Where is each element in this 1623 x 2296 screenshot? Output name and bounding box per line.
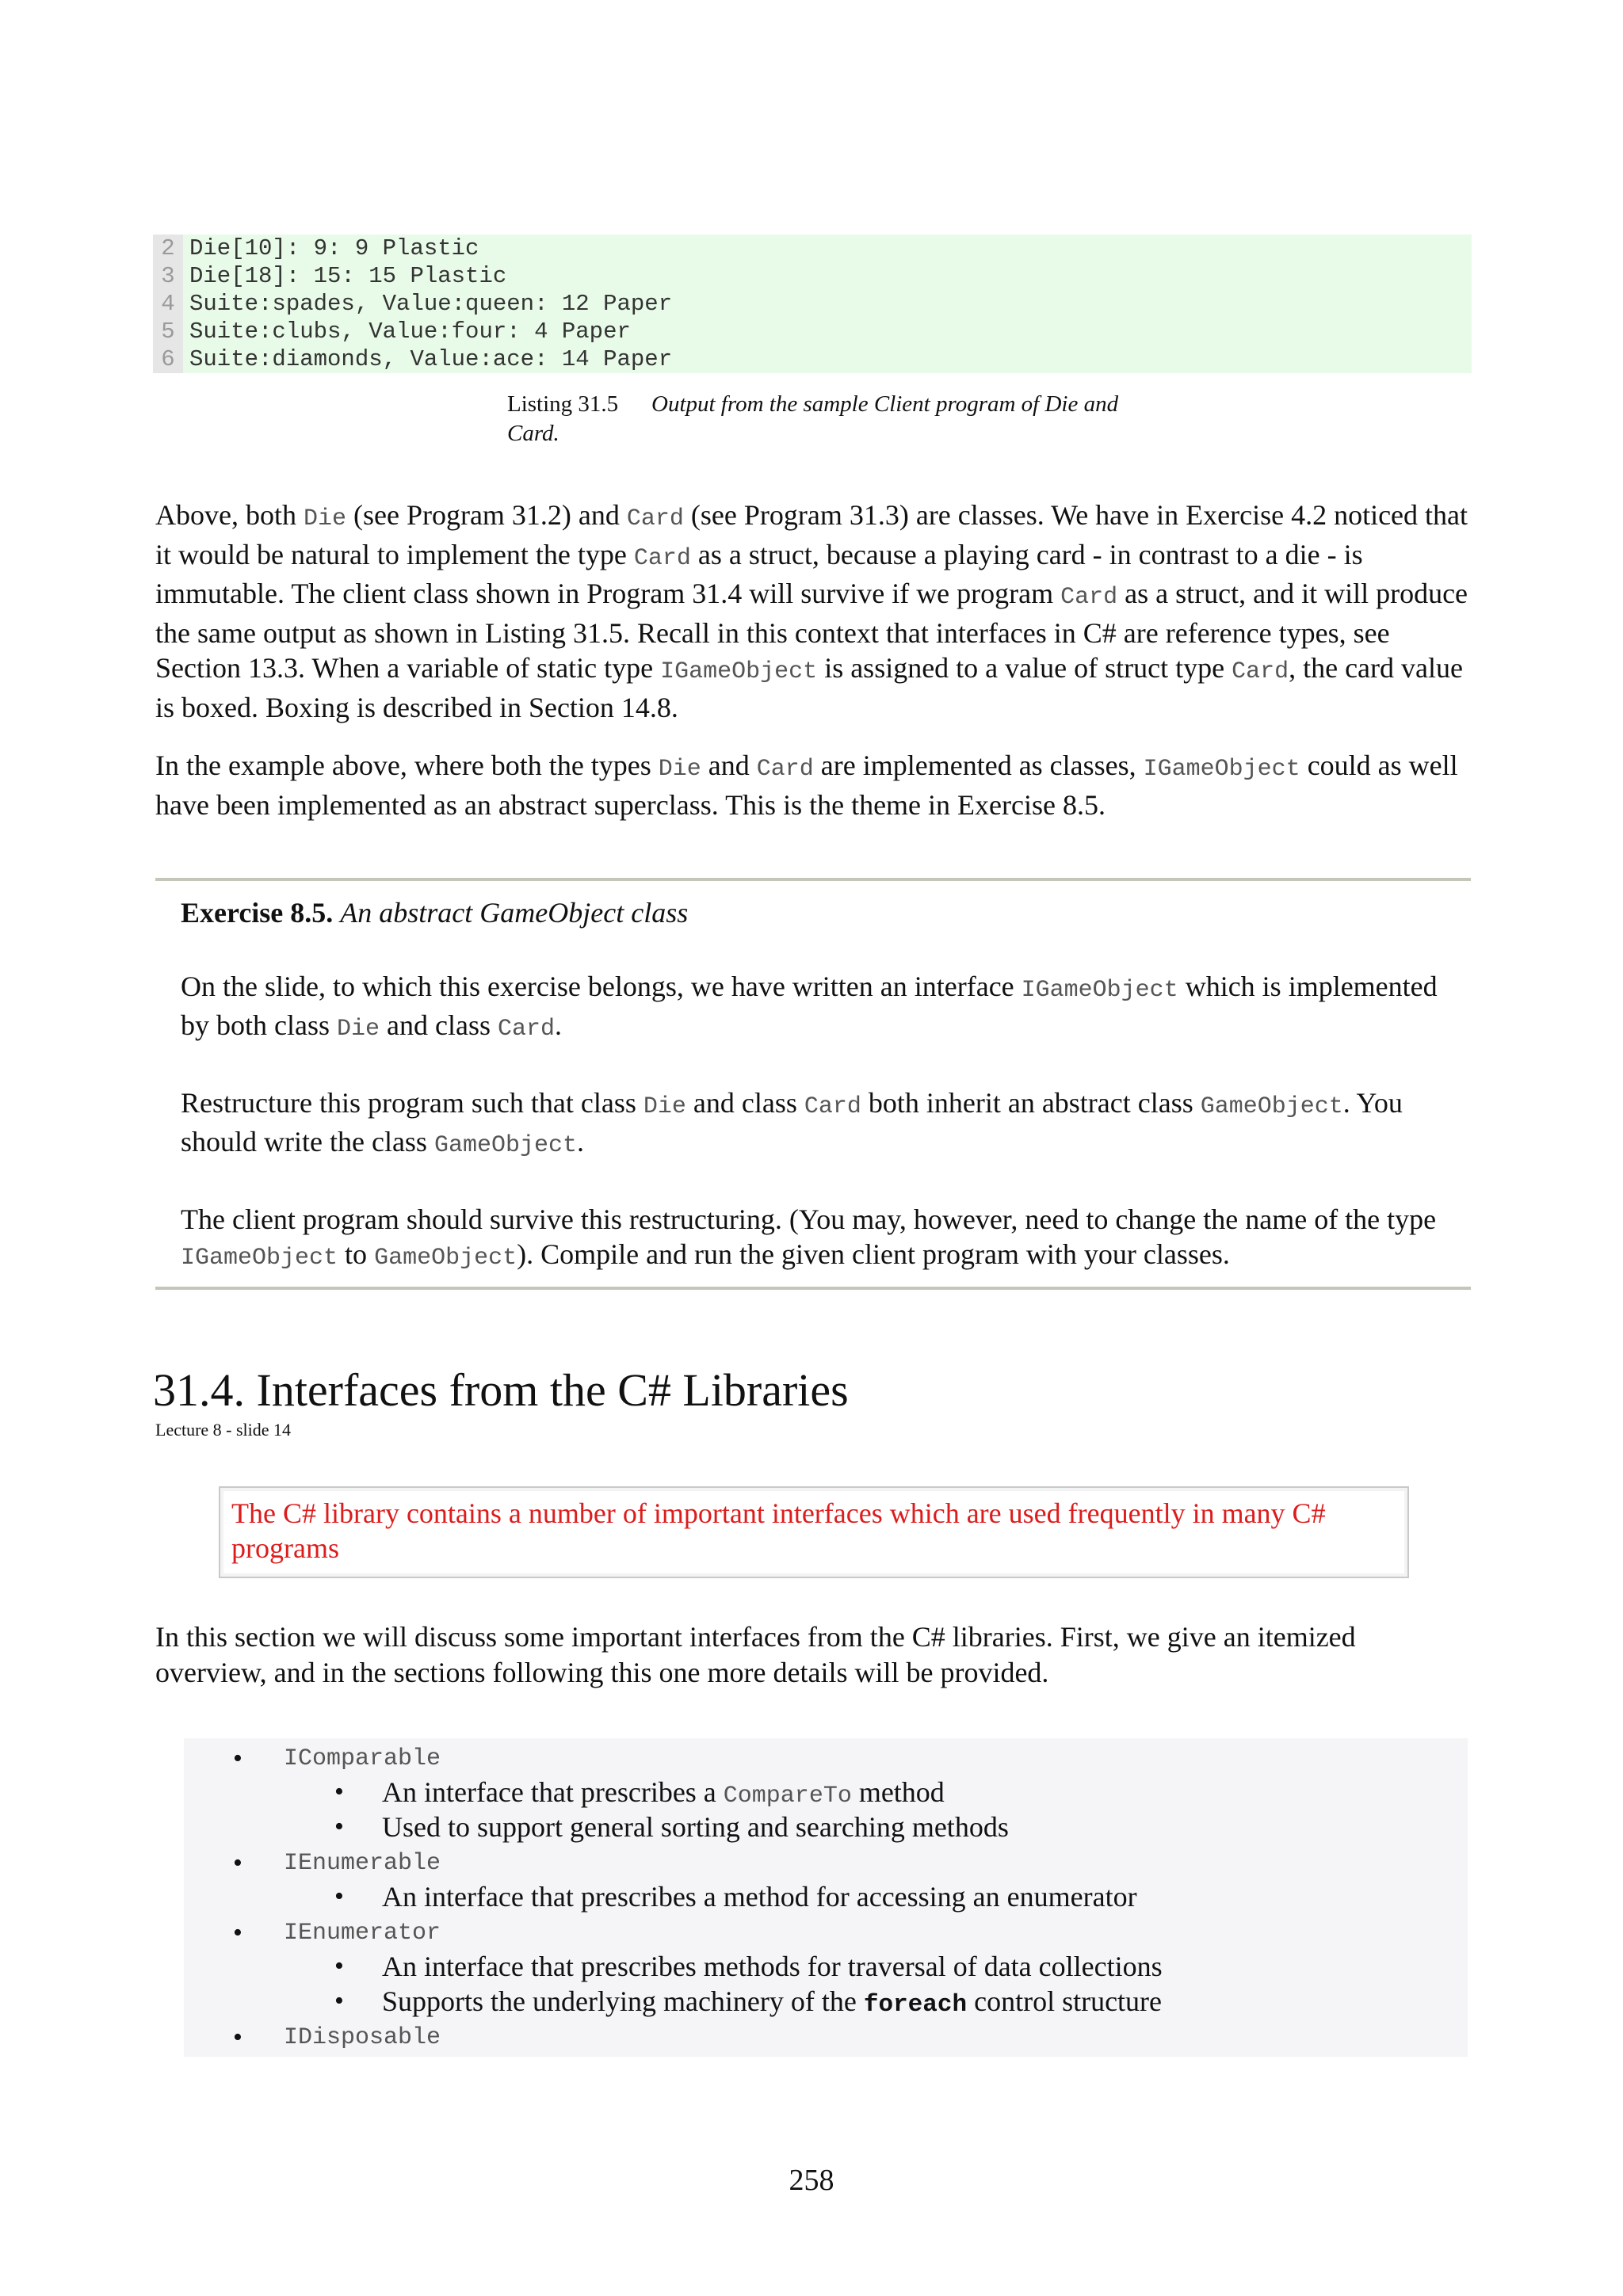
inline-code: Card	[633, 544, 691, 572]
text-run: Supports the underlying machinery of the	[382, 1985, 864, 2017]
bullet-icon: •	[334, 1951, 344, 1981]
line-text: Suite:clubs, Value:four: 4 Paper	[189, 318, 631, 345]
inline-code: Card	[756, 756, 814, 783]
text-run: method	[851, 1776, 945, 1808]
item-text	[382, 1775, 945, 1814]
inline-code: Card	[626, 505, 684, 532]
text-run: The client program should survive this restructuring. (You may, however, need to change the name of the type	[181, 1203, 1437, 1235]
text-run: which is implemented by both class	[181, 970, 1438, 1041]
text-run: An interface that prescribes a	[382, 1776, 724, 1808]
inline-code: Card	[1060, 584, 1118, 611]
exercise-title: An abstract GameObject class	[340, 897, 689, 929]
bullet-icon: •	[233, 1848, 242, 1878]
output-listing	[153, 235, 1472, 373]
bullet-icon: •	[334, 1812, 344, 1841]
inline-code: Die	[336, 1016, 380, 1043]
text-run: (see Program 31.2) and	[346, 499, 627, 531]
inline-code: Card	[1232, 658, 1289, 685]
item-text	[382, 1984, 1162, 2023]
text-run: as a struct, because a playing card - in contrast to a die - is immutable. The client class shown in Program 31.4 will survive if we program	[155, 538, 1363, 609]
bullet-icon: •	[233, 1918, 242, 1947]
inline-code: Die	[658, 756, 701, 783]
exercise-top-rule	[155, 878, 1471, 881]
exercise-bottom-rule	[155, 1287, 1471, 1290]
text-run: control structure	[967, 1985, 1163, 2017]
caption-title: Output from the sample Client program of Die and Card.	[507, 391, 1119, 446]
line-text: Die[18]: 15: 15 Plastic	[189, 263, 507, 289]
listing-line	[153, 262, 1472, 290]
bullet-icon: •	[334, 1777, 344, 1806]
body-paragraph	[155, 748, 1471, 822]
exercise-heading	[181, 895, 1472, 931]
listing-caption	[507, 390, 1157, 448]
body-paragraph	[155, 498, 1471, 725]
inline-code: IGameObject	[1143, 756, 1300, 783]
inline-code: CompareTo	[723, 1783, 852, 1810]
exercise-box	[181, 895, 1472, 1276]
page-number: 258	[789, 2164, 834, 2197]
text-run: .	[576, 1126, 584, 1158]
item-text: An interface that prescribes methods for traversal of data collections	[382, 1951, 1163, 1982]
text-run: On the slide, to which this exercise belongs, we have written an interface	[181, 970, 1022, 1002]
slide-reference: Lecture 8 - slide 14	[155, 1420, 292, 1440]
callout-text: The C# library contains a number of important interfaces which are used frequently in many C# programs	[231, 1497, 1326, 1564]
listing-line	[153, 235, 1472, 262]
inline-code: GameObject	[374, 1245, 517, 1272]
listing-line	[153, 345, 1472, 373]
text-run: Restructure this program such that class	[181, 1086, 643, 1119]
exercise-paragraph	[181, 1202, 1472, 1276]
line-text: Suite:diamonds, Value:ace: 14 Paper	[189, 346, 673, 372]
item-text: An interface that prescribes a method for accessing an enumerator	[382, 1881, 1137, 1913]
section-heading: 31.4. Interfaces from the C# Libraries	[153, 1364, 849, 1416]
bullet-icon: •	[334, 1882, 344, 1911]
text-run: ). Compile and run the given client program with your classes.	[517, 1238, 1230, 1270]
text-run: In the example above, where both the types	[155, 749, 659, 781]
bullet-icon: •	[233, 1744, 242, 1773]
callout-box	[219, 1486, 1409, 1578]
inline-code: IGameObject	[181, 1245, 338, 1272]
line-number: 5	[153, 318, 183, 345]
inline-code: IGameObject	[1021, 976, 1178, 1004]
bullet-icon: •	[233, 2023, 242, 2052]
inline-code: Card	[804, 1093, 861, 1120]
text-run: .	[554, 1009, 562, 1041]
line-number: 4	[153, 290, 183, 318]
text-run: is assigned to a value of struct type	[817, 652, 1232, 684]
exercise-label: Exercise 8.5.	[181, 897, 334, 929]
bullet-icon: •	[334, 1986, 344, 2016]
text-run: both inherit an abstract class	[861, 1086, 1201, 1119]
intro-paragraph: In this section we will discuss some important interfaces from the C# libraries. First, we give an itemized overview, and in the sections following this one more details will be provided.	[155, 1621, 1356, 1688]
text-run: . You should write the class	[181, 1086, 1403, 1158]
interface-name: IDisposable	[284, 2024, 441, 2051]
interface-overview-list	[184, 1738, 1468, 2057]
inline-code: foreach	[863, 1991, 968, 2019]
text-run: and class	[685, 1086, 804, 1119]
exercise-paragraph	[181, 1085, 1472, 1164]
interface-name: IEnumerator	[284, 1920, 441, 1947]
interface-name: IComparable	[284, 1745, 441, 1772]
inline-code: Die	[643, 1093, 686, 1120]
inline-code: GameObject	[1200, 1093, 1343, 1120]
text-run: could as well have been implemented as an abstract superclass. This is the theme in Exercise 8.5.	[155, 749, 1458, 821]
line-number: 2	[153, 235, 183, 262]
text-run: to	[338, 1238, 375, 1270]
line-text: Die[10]: 9: 9 Plastic	[189, 235, 479, 261]
item-text: Used to support general sorting and searching methods	[382, 1811, 1009, 1843]
text-run: Above, both	[155, 499, 304, 531]
inline-code: GameObject	[433, 1132, 577, 1159]
text-run: and class	[380, 1009, 498, 1041]
text-run: and	[701, 749, 757, 781]
text-run: are implemented as classes,	[813, 749, 1144, 781]
exercise-paragraph	[181, 969, 1472, 1047]
line-text: Suite:spades, Value:queen: 12 Paper	[189, 291, 673, 317]
inline-code: Card	[497, 1016, 555, 1043]
text-run: (see Program 31.3) are classes. We have in Exercise 4.2 noticed that it would be natural to implement the type	[155, 499, 1468, 570]
text-run: as a struct, and it will produce the same output as shown in Listing 31.5. Recall in this context that interfaces in C# are reference types, see Section 13.3. When a variable of static type	[155, 578, 1468, 684]
interface-name: IEnumerable	[284, 1850, 441, 1877]
line-number: 3	[153, 262, 183, 290]
inline-code: Die	[303, 505, 346, 532]
listing-line	[153, 290, 1472, 318]
text-run: , the card value is boxed. Boxing is described in Section 14.8.	[155, 652, 1463, 723]
line-number: 6	[153, 345, 183, 373]
listing-line	[153, 318, 1472, 345]
caption-label: Listing 31.5	[507, 391, 619, 417]
inline-code: IGameObject	[660, 658, 818, 685]
